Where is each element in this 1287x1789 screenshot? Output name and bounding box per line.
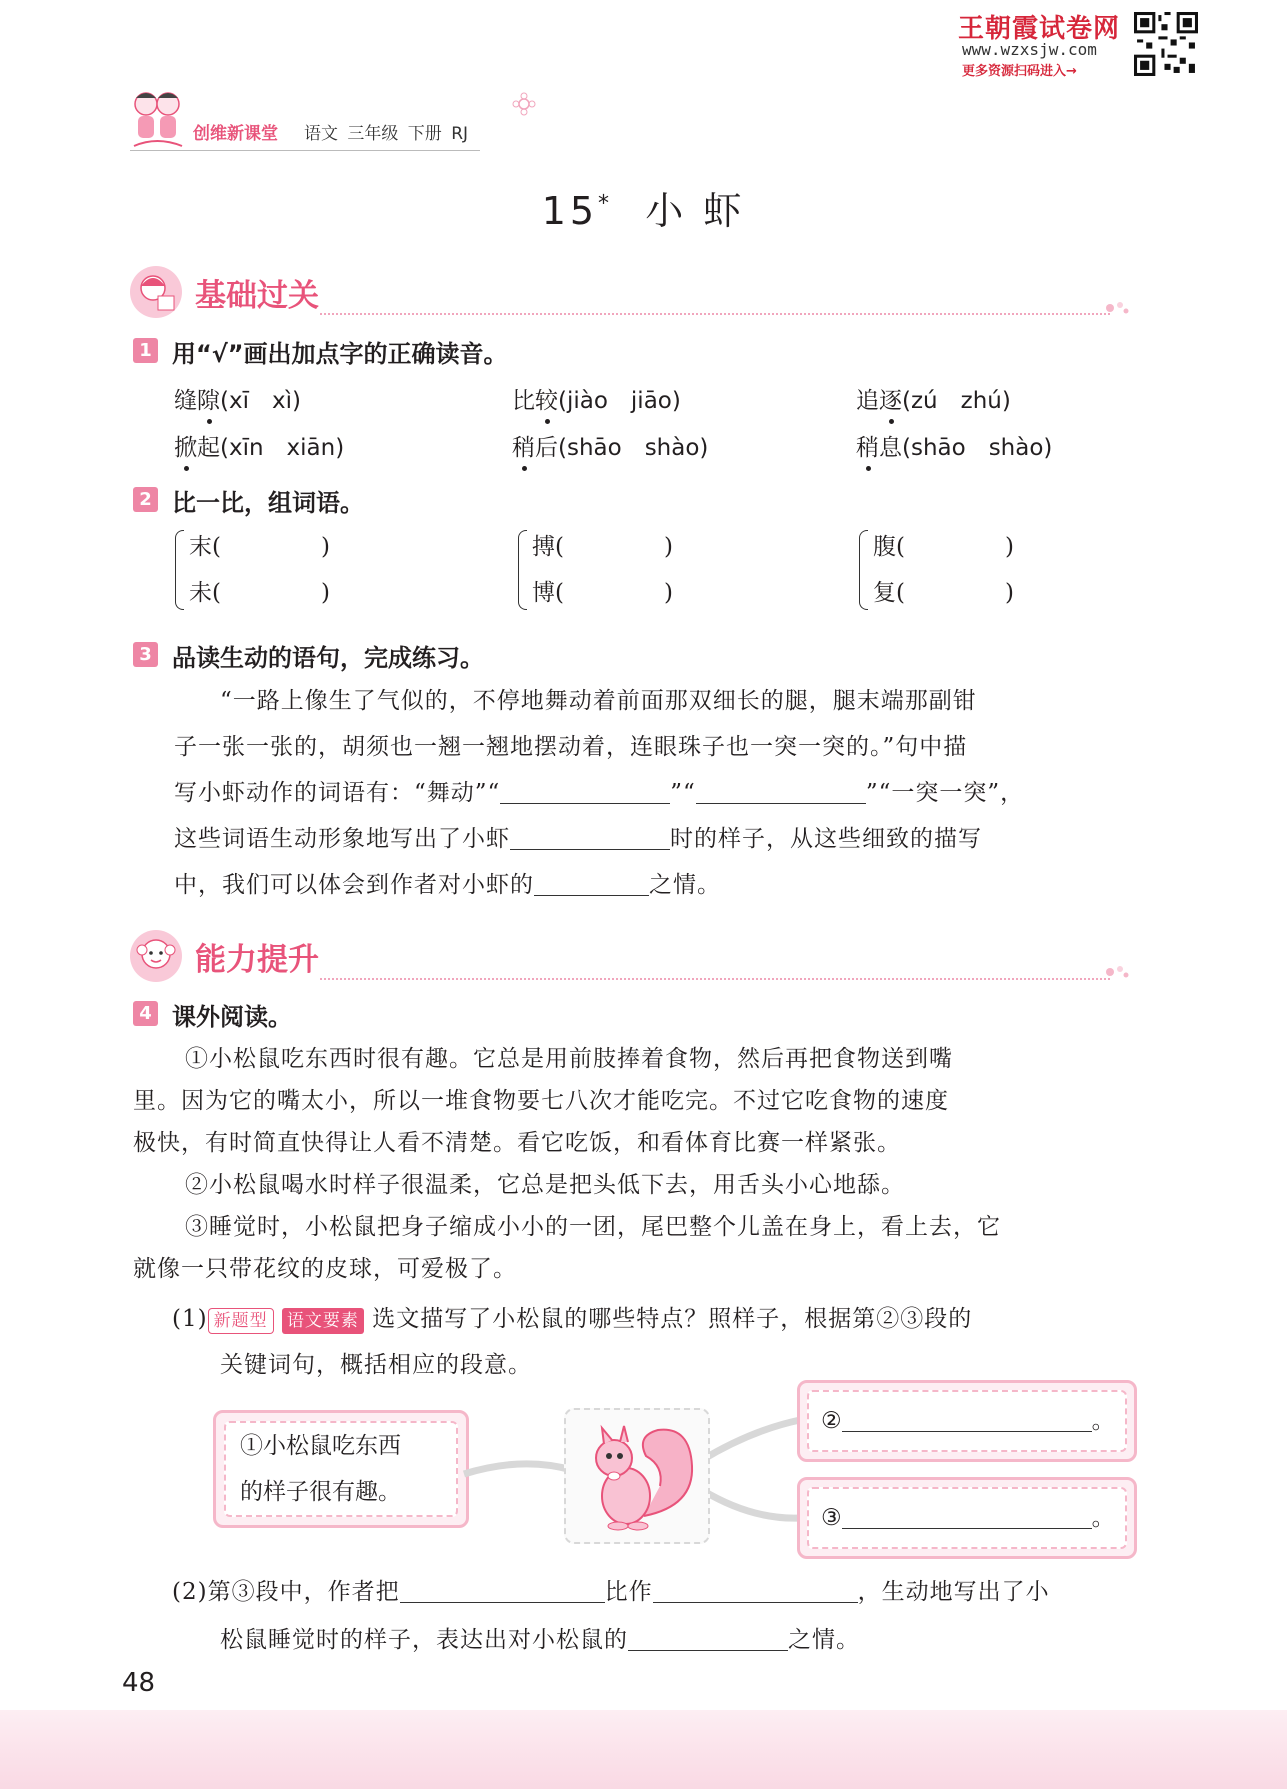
word-group-2: 搏( ) 博( ) xyxy=(532,524,692,616)
summary-box-2: ② 。 xyxy=(797,1380,1137,1462)
question-1-prompt: 用“√”画出加点字的正确读音。 xyxy=(172,340,508,368)
kids-mascot-icon xyxy=(126,86,188,156)
dots-decoration-icon xyxy=(1104,298,1130,318)
language-element-tag: 语文要素 xyxy=(282,1308,364,1334)
book-info: 语文 三年级 下册 RJ xyxy=(304,124,469,144)
brand-url[interactable]: www.wzxsjw.com xyxy=(962,40,1097,59)
question-2-prompt: 比一比，组词语。 xyxy=(172,489,364,517)
summary-blank-paragraph-3[interactable] xyxy=(842,1506,1092,1529)
scan-hint: 更多资源扫码进入→ xyxy=(962,64,1077,79)
section-basic-divider xyxy=(320,313,1110,315)
pinyin-item-6[interactable]: 稍息(shāo shào) xyxy=(856,429,1052,462)
question-1-number: 1 xyxy=(133,338,158,363)
flower-icon xyxy=(512,92,536,116)
header-divider xyxy=(130,150,480,151)
answer-blank-feeling[interactable] xyxy=(534,867,649,896)
squirrel-icon xyxy=(574,1416,698,1534)
question-3-number: 3 xyxy=(133,642,158,667)
pinyin-item-2[interactable]: 比较(jiào jiāo) xyxy=(512,382,681,415)
answer-blank-shrimp-state[interactable] xyxy=(510,821,670,850)
lesson-star: * xyxy=(598,191,614,217)
girl-reading-icon xyxy=(128,264,184,320)
page-number: 48 xyxy=(122,1668,156,1698)
question-4-prompt: 课外阅读。 xyxy=(172,1003,292,1031)
footer-band xyxy=(0,1710,1287,1789)
pinyin-item-1[interactable]: 缝隙(xī xì) xyxy=(174,382,301,415)
question-3-prompt: 品读生动的语句，完成练习。 xyxy=(172,644,484,672)
answer-blank-action-2[interactable] xyxy=(696,775,866,804)
series-name: 创维新课堂 xyxy=(193,124,278,144)
summary-blank-paragraph-2[interactable] xyxy=(842,1409,1092,1432)
new-type-tag: 新题型 xyxy=(208,1308,274,1334)
paragraph-3: ③睡觉时，小松鼠把身子缩成小小的一团，尾巴整个儿盖在身上，看上去，它 xyxy=(185,1214,1001,1240)
question-4-number: 4 xyxy=(133,1001,158,1026)
squirrel-picture-frame xyxy=(564,1408,710,1544)
section-advanced-title: 能力提升 xyxy=(195,942,319,978)
section-basic-title: 基础过关 xyxy=(195,278,319,314)
section-advanced-divider xyxy=(320,978,1110,980)
paragraph-1: ①小松鼠吃东西时很有趣。它总是用前肢捧着食物，然后再把食物送到嘴 xyxy=(185,1046,953,1072)
lesson-number: 15 xyxy=(541,189,599,233)
monkey-mascot-icon xyxy=(128,928,184,984)
question-2-number: 2 xyxy=(133,487,158,512)
brand-name: 王朝霞试卷网 xyxy=(958,14,1121,44)
word-group-1: 末( ) 未( ) xyxy=(189,524,349,616)
dots-decoration-icon xyxy=(1104,962,1130,982)
pinyin-item-5[interactable]: 稍后(shāo shào) xyxy=(512,429,708,462)
paragraph-2: ②小松鼠喝水时样子很温柔，它总是把头低下去，用舌头小心地舔。 xyxy=(185,1172,905,1198)
answer-blank-action-1[interactable] xyxy=(500,775,670,804)
summary-box-3: ③ 。 xyxy=(797,1477,1137,1559)
answer-blank-squirrel-feeling[interactable] xyxy=(628,1622,788,1651)
question-3-passage: “一路上像生了气似的，不停地舞动着前面那双细长的腿，腿末端那副钳 子一张一张的，胡须也一翘一翘地摆动着，连眼珠子也一突一突的。”句中描 写小虾动作的词语有：“舞动”“ ”“ ”“一突一突”， 这些词语生动形象地写出了小虾 时的样子，从这些细致的描写 中，我们可以体会到作者对小虾的 之情。 xyxy=(174,688,1025,898)
qr-code-icon[interactable] xyxy=(1134,12,1198,76)
answer-blank-compared[interactable] xyxy=(400,1574,605,1603)
lesson-title xyxy=(0,180,1287,235)
pinyin-item-4[interactable]: 掀起(xīn xiān) xyxy=(174,429,344,462)
summary-box-1: ①小松鼠吃东西 的样子很有趣。 xyxy=(213,1410,469,1528)
reading-passage: ①小松鼠吃东西时很有趣。它总是用前肢捧着食物，然后再把食物送到嘴 里。因为它的嘴太小，所以一堆食物要七八次才能吃完。不过它吃食物的速度 极快，有时简直快得让人看不清楚。看它吃饭，和看体育比赛一样紧张。 ②小松鼠喝水时样子很温柔，它总是把头低下去，用舌头小心地舔。 ③睡觉时，小松鼠把身子缩成小小的一团，尾巴整个儿盖在身上，看上去，它 就像一只带花纹的皮球，可爱极了。 xyxy=(133,1038,1133,1290)
word-group-3: 腹( ) 复( ) xyxy=(873,524,1033,616)
answer-blank-compared-to[interactable] xyxy=(653,1574,858,1603)
lesson-name: 小 虾 xyxy=(645,189,746,233)
pinyin-item-3[interactable]: 追逐(zú zhú) xyxy=(856,382,1011,415)
sub-question-2: (2)第③段中，作者把 比作 ，生动地写出了小 松鼠睡觉时的样子，表达出对小松鼠的 之情。 xyxy=(172,1568,1132,1664)
sub-question-1: (1) 新题型 语文要素 选文描写了小松鼠的哪些特点？照样子，根据第②③段的 关键词句，概括相应的段意。 xyxy=(172,1306,973,1378)
